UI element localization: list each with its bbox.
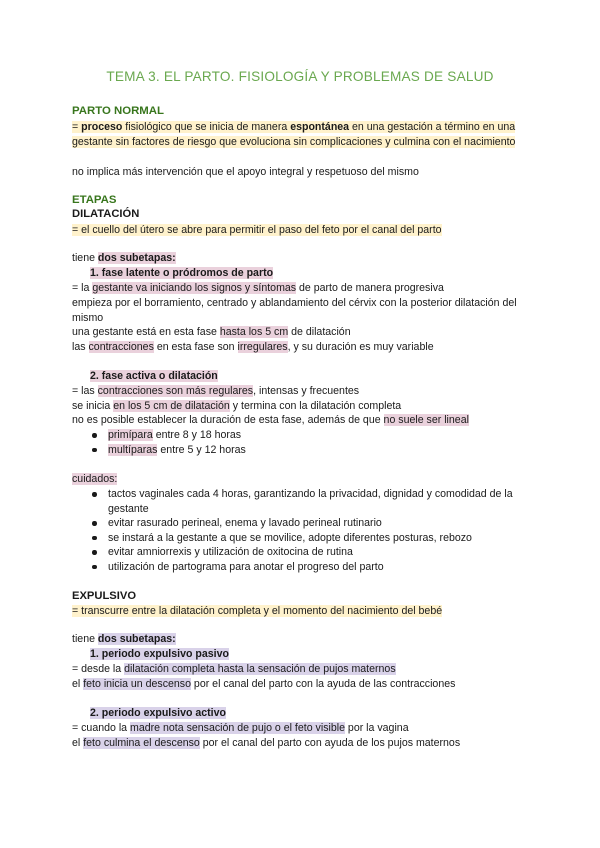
latente-line-4: [72, 340, 522, 355]
latente-l4-c: en esta fase son: [153, 341, 238, 353]
pasivo-title-text: 1. periodo expulsivo pasivo: [90, 648, 229, 660]
activa-line-1: [72, 384, 522, 399]
latente-l3-c: de dilatación: [288, 326, 351, 338]
parto-normal-definition: [72, 120, 522, 149]
cuidados-label: [72, 472, 522, 487]
cuidado-2: evitar rasurado perineal, enema y lavado perineal rutinario: [108, 517, 382, 530]
latente-line-3: [72, 325, 522, 340]
multipara-label: multíparas: [108, 443, 158, 456]
cuidado-4: evitar amniorrexis y utilización de oxitocina de rutina: [108, 546, 353, 559]
activo-l1-c: por la vagina: [344, 722, 409, 734]
activa-duration-list: [72, 428, 522, 457]
activo-l1-a: = cuando la: [72, 722, 131, 734]
heading-dilatacion: DILATACIÓN: [72, 208, 140, 220]
latente-l4-a: las: [72, 341, 89, 353]
activa-l1-b: contracciones son más regulares: [97, 385, 254, 397]
latente-l1-b: gestante va iniciando los signos y síntomas: [92, 282, 297, 294]
activa-l2-b: en los 5 cm de dilatación: [113, 400, 230, 412]
cuidado-3: se instará a la gestante a que se movilice, adopte diferentes posturas, rebozo: [108, 531, 472, 544]
document-title: TEMA 3. EL PARTO. FISIOLOGÍA Y PROBLEMAS DE SALUD: [106, 69, 494, 84]
fase-latente-title-text: 1. fase latente o pródromos de parto: [90, 267, 274, 279]
fase-activa-title-text: 2. fase activa o dilatación: [90, 370, 218, 382]
latente-l1-c: de parto de manera progresiva: [296, 282, 444, 294]
def-espontanea: espontánea: [290, 121, 350, 133]
tiene-text: tiene: [72, 252, 98, 264]
pasivo-l2-a: el: [72, 678, 84, 690]
activa-l3-b: no suele ser lineal: [383, 414, 469, 426]
activo-title-text: 2. periodo expulsivo activo: [90, 707, 226, 719]
activa-l2-a: se inicia: [72, 400, 114, 412]
def-proceso: proceso: [81, 121, 123, 133]
pasivo-l2-b: feto inicia un descenso: [83, 678, 191, 690]
heading-expulsivo: EXPULSIVO: [72, 590, 137, 602]
latente-line-1: [72, 281, 522, 296]
activo-line-2: [72, 736, 522, 751]
pasivo-line-1: [72, 662, 522, 677]
list-item: [72, 443, 522, 458]
dos-subetapas-label: dos subetapas:: [97, 633, 176, 645]
activa-line-3: [72, 413, 522, 428]
cuidado-5: utilización de partograma para anotar el progreso del parto: [108, 560, 384, 573]
latente-l3-b: hasta los 5 cm: [219, 326, 289, 338]
dilatacion-definition: [72, 223, 522, 238]
activa-l3-a: no es posible establecer la duración de esta fase, además de que: [72, 414, 384, 426]
activa-l1-a: = las: [72, 385, 98, 397]
latente-l1-a: = la: [72, 282, 93, 294]
latente-l4-b: contracciones: [88, 341, 154, 353]
tiene-text: tiene: [72, 633, 98, 645]
cuidados-label-text: cuidados:: [72, 473, 118, 485]
activo-l2-a: el: [72, 737, 84, 749]
multipara-duration: entre 5 y 12 horas: [157, 443, 246, 456]
heading-etapas: ETAPAS: [72, 194, 117, 206]
activo-l2-b: feto culmina el descenso: [83, 737, 200, 749]
latente-line-2: empieza por el borramiento, centrado y ablandamiento del cérvix con la posterior dilatación del mismo: [72, 297, 517, 324]
def-prefix: =: [72, 121, 82, 133]
pasivo-l1-a: = desde la: [72, 663, 125, 675]
activo-title: [72, 706, 540, 721]
cuidados-list: [72, 487, 522, 575]
pasivo-line-2: [72, 677, 522, 692]
parto-normal-note: no implica más intervención que el apoyo integral y respetuoso del mismo: [72, 166, 419, 178]
dilatacion-tiene: [72, 251, 522, 266]
fase-activa-title: [72, 369, 540, 384]
dos-subetapas-label: dos subetapas:: [97, 252, 176, 264]
activa-line-2: [72, 399, 522, 414]
list-item: [72, 487, 522, 516]
activo-l1-b: madre nota sensación de pujo o el feto visible: [130, 722, 345, 734]
primipara-duration: entre 8 y 18 horas: [152, 429, 242, 441]
latente-l3-a: una gestante está en esta fase: [72, 326, 220, 338]
expulsivo-definition: [72, 604, 522, 619]
list-item: [72, 545, 522, 560]
fase-latente-title: [72, 266, 540, 281]
def-mid: fisiológico que se inicia de manera: [122, 121, 291, 133]
expulsivo-tiene: [72, 632, 522, 647]
expulsivo-def-text: = transcurre entre la dilatación completa y el momento del nacimiento del bebé: [72, 605, 443, 617]
def-rest: en una gestación a término en una gestante sin factores de riesgo que evoluciona sin complicaciones y culmina con el nacimiento: [72, 121, 516, 148]
activa-l1-c: , intensas y frecuentes: [253, 385, 360, 397]
list-item: [72, 560, 522, 575]
pasivo-l2-c: por el canal del parto con la ayuda de las contracciones: [190, 678, 456, 690]
pasivo-l1-b: dilatación completa hasta la sensación de pujos maternos: [124, 663, 396, 675]
dilatacion-def-text: = el cuello del útero se abre para permitir el paso del feto por el canal del parto: [72, 224, 442, 236]
primipara-label: primípara: [108, 429, 153, 441]
pasivo-title: [72, 647, 540, 662]
list-item: [72, 531, 522, 546]
list-item: [72, 516, 522, 531]
activa-l2-c: y termina con la dilatación completa: [229, 400, 402, 412]
activo-l2-c: por el canal del parto con ayuda de los pujos maternos: [199, 737, 461, 749]
latente-l4-d: irregulares: [237, 341, 288, 353]
cuidado-1: tactos vaginales cada 4 horas, garantizando la privacidad, dignidad y comodidad de la gestante: [108, 488, 513, 515]
latente-l4-e: , y su duración es muy variable: [287, 341, 434, 353]
activo-line-1: [72, 721, 522, 736]
heading-parto-normal: PARTO NORMAL: [72, 105, 164, 117]
list-item: [72, 428, 522, 443]
